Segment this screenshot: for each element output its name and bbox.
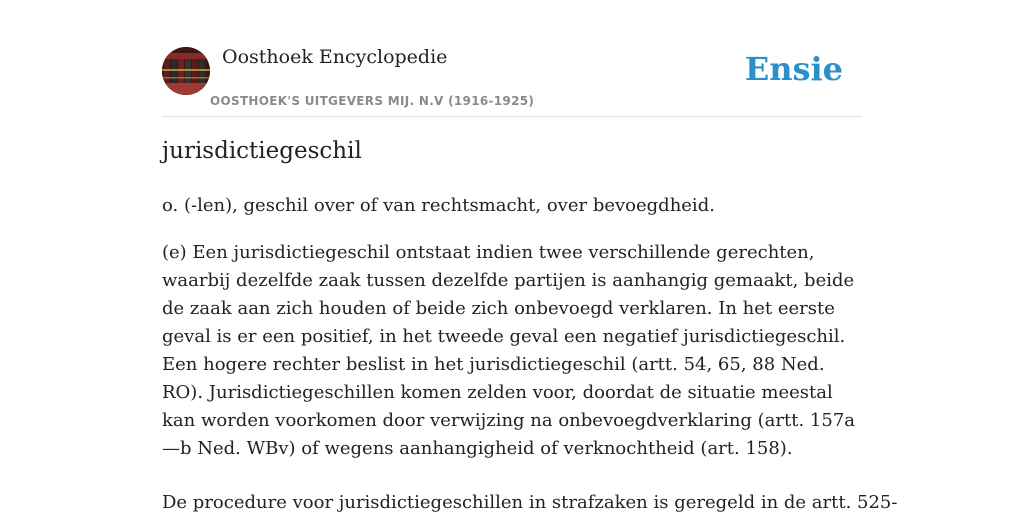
source-header [162, 0, 862, 117]
page [162, 0, 898, 512]
book-spines-icon[interactable] [162, 47, 210, 95]
source-publisher: OOSTHOEK'S UITGEVERS MIJ. N.V (1916-1925) [210, 94, 535, 108]
entry-paragraph: (e) Een jurisdictiegeschil ontstaat indien twee verschillende gerechten, waarbij dezelfde zaak tussen dezelfde partijen is aanhangig gemaakt, beide de zaak aan zich houden of beide zich onbevoegd verklaren. In het eerste geval is er een positief, in het tweede geval een negatief jurisdictiegeschil. Een hogere rechter beslist in het jurisdictiegeschil (artt. 54, 65, 88 Ned. RO). Jurisdictiegeschillen komen zelden voor, doordat de situatie meestal kan worden voorkomen door verwijzing na onbevoegdverklaring (artt. 157a—b Ned. WBv) of wegens aanhangigheid of verknochtheid (art. 158). [162, 242, 856, 459]
source-title[interactable]: Oosthoek Encyclopedie [222, 46, 448, 68]
entry-paragraph: De procedure voor jurisdictiegeschillen in strafzaken is geregeld in de artt. 525- [162, 492, 898, 512]
entry-term: jurisdictiegeschil [162, 138, 362, 164]
brand-logo[interactable]: Ensie [744, 50, 843, 88]
entry-definition: o. (-len), geschil over of van rechtsmacht, over bevoegdheid. [162, 195, 715, 216]
